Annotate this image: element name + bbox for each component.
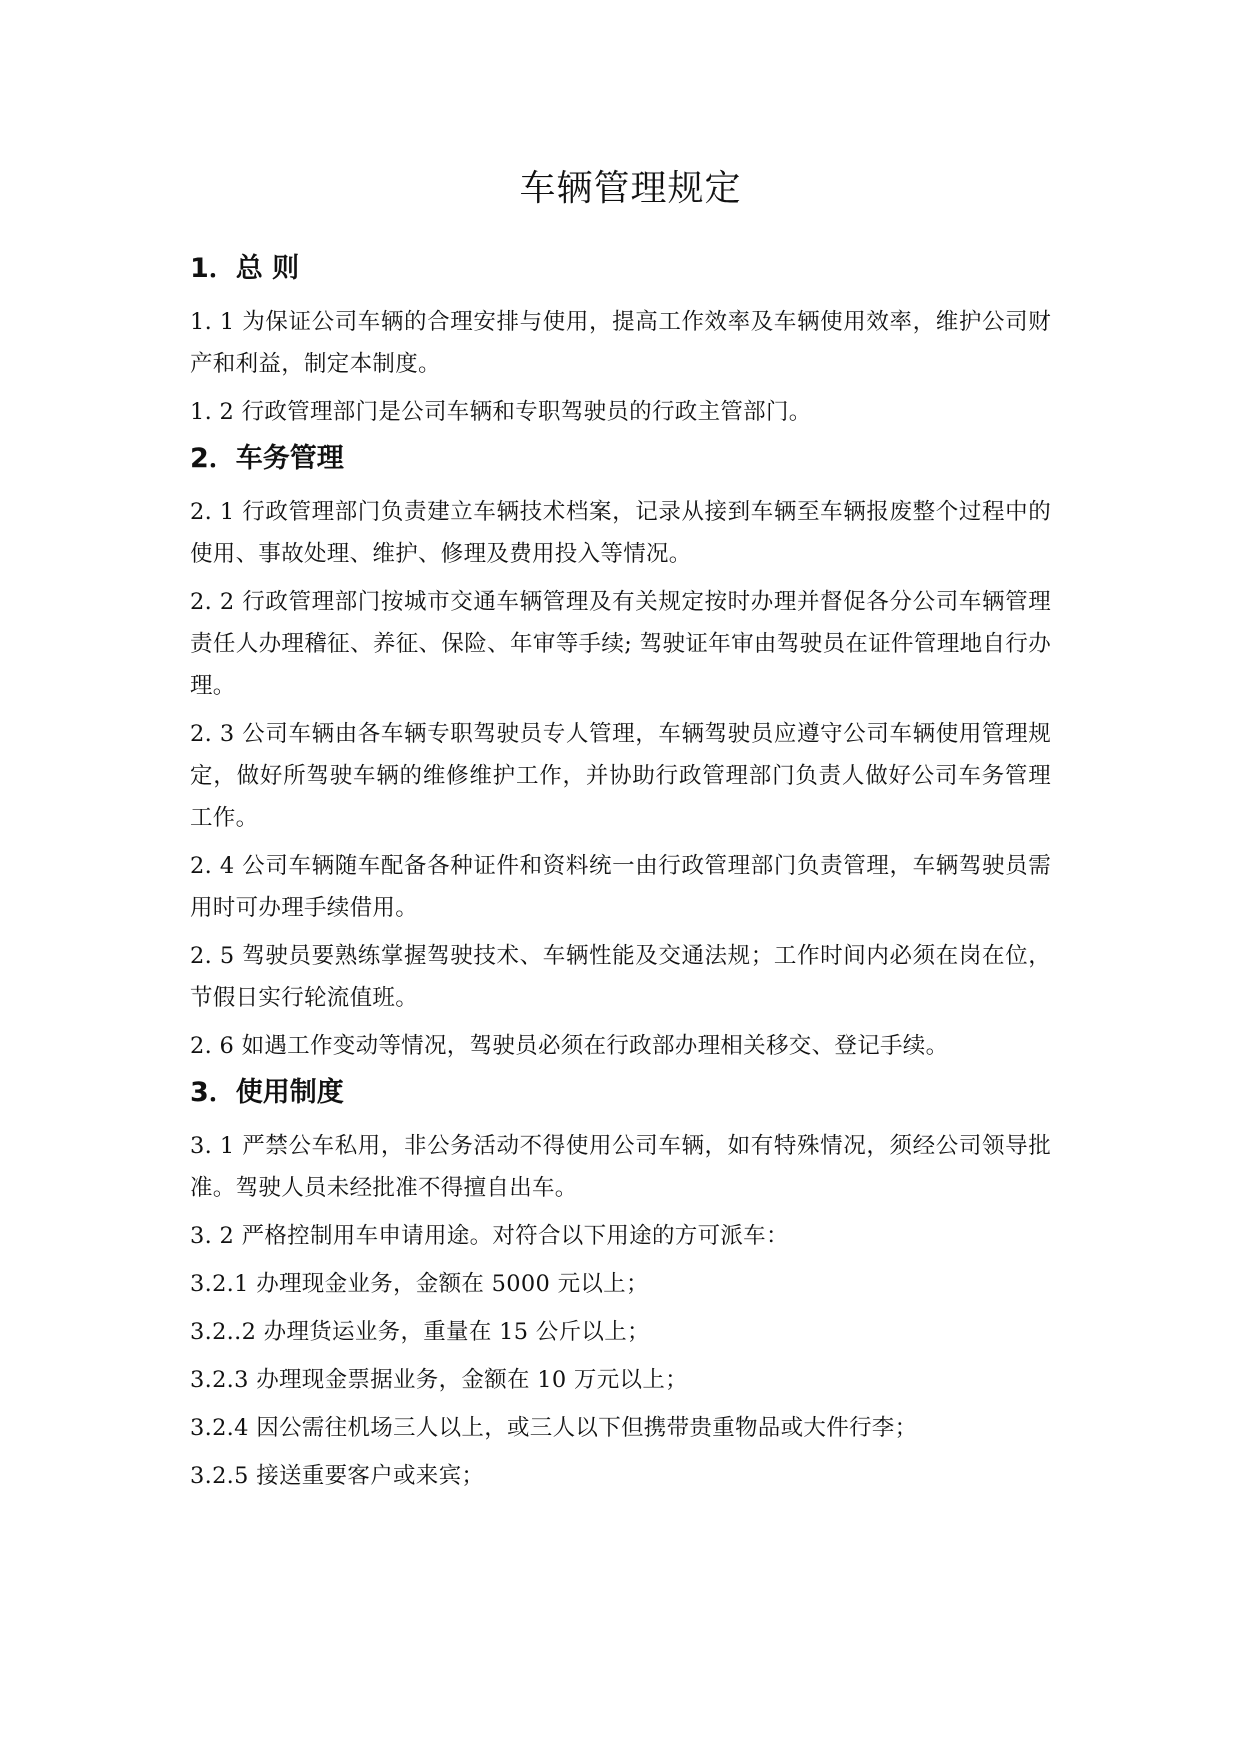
section-heading: 1．总 则 bbox=[190, 253, 300, 284]
section-general bbox=[190, 249, 1051, 433]
paragraph: 2. 5 驾驶员要熟练掌握驾驶技术、车辆性能及交通法规；工作时间内必须在岗在位，节假日实行轮流值班。 bbox=[190, 943, 1051, 1011]
paragraph: 2. 4 公司车辆随车配备各种证件和资料统一由行政管理部门负责管理，车辆驾驶员需用时可办理手续借用。 bbox=[190, 853, 1051, 921]
section-heading: 2．车务管理 bbox=[190, 443, 344, 474]
document-title: 车辆管理规定 bbox=[519, 168, 742, 209]
list-item: 3.2..2 办理货运业务，重量在 15 公斤以上； bbox=[190, 1319, 650, 1345]
paragraph: 3. 1 严禁公车私用，非公务活动不得使用公司车辆，如有特殊情况，须经公司领导批准。驾驶人员未经批准不得擅自出车。 bbox=[190, 1133, 1051, 1201]
list-item: 3.2.3 办理现金票据业务，金额在 10 万元以上； bbox=[190, 1367, 688, 1393]
section-usage-rules bbox=[190, 1073, 1051, 1497]
list-item: 3.2.1 办理现金业务，金额在 5000 元以上； bbox=[190, 1271, 649, 1297]
paragraph: 2. 3 公司车辆由各车辆专职驾驶员专人管理，车辆驾驶员应遵守公司车辆使用管理规定，做好所驾驶车辆的维修维护工作，并协助行政管理部门负责人做好公司车务管理工作。 bbox=[190, 721, 1051, 831]
section-heading: 3．使用制度 bbox=[190, 1077, 344, 1108]
list-item: 3.2.4 因公需往机场三人以上，或三人以下但携带贵重物品或大件行李； bbox=[190, 1415, 918, 1441]
paragraph: 1. 2 行政管理部门是公司车辆和专职驾驶员的行政主管部门。 bbox=[190, 399, 812, 425]
list-item: 3.2.5 接送重要客户或来宾； bbox=[190, 1463, 485, 1489]
paragraph: 1. 1 为保证公司车辆的合理安排与使用，提高工作效率及车辆使用效率，维护公司财产和利益，制定本制度。 bbox=[190, 309, 1051, 377]
paragraph: 2. 1 行政管理部门负责建立车辆技术档案，记录从接到车辆至车辆报废整个过程中的使用、事故处理、维护、修理及费用投入等情况。 bbox=[190, 499, 1051, 567]
paragraph: 2. 6 如遇工作变动等情况，驾驶员必须在行政部办理相关移交、登记手续。 bbox=[190, 1033, 949, 1059]
section-vehicle-affairs bbox=[190, 439, 1051, 1067]
paragraph: 3. 2 严格控制用车申请用途。对符合以下用途的方可派车： bbox=[190, 1223, 789, 1249]
paragraph: 2. 2 行政管理部门按城市交通车辆管理及有关规定按时办理并督促各分公司车辆管理责任人办理稽征、养征、保险、年审等手续; 驾驶证年审由驾驶员在证件管理地自行办理。 bbox=[190, 589, 1051, 699]
